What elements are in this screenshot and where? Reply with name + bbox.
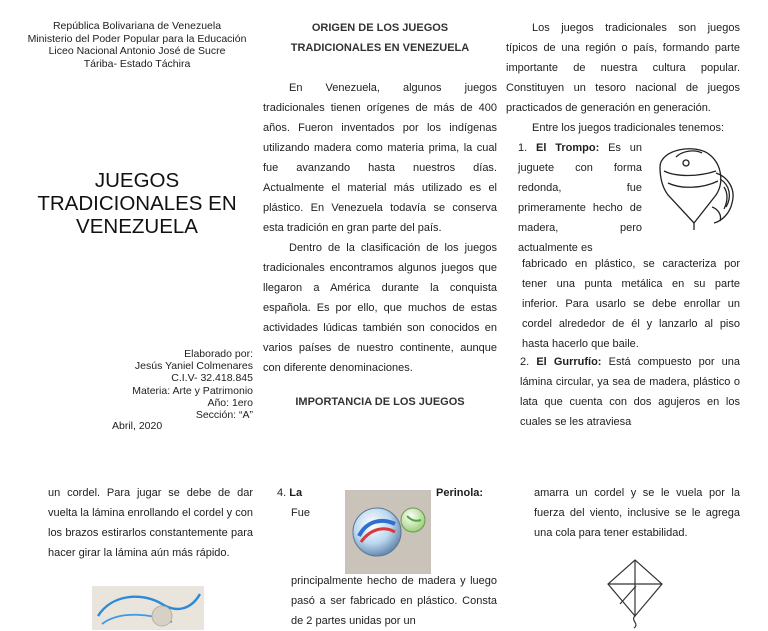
institution-line: República Bolivariana de Venezuela xyxy=(52,20,222,32)
institution-line: Ministerio del Poder Popular para la Educación xyxy=(27,32,247,45)
trompo-icon xyxy=(646,137,742,233)
list-item-trompo xyxy=(518,138,642,258)
papagayo-icon xyxy=(600,558,670,630)
gurrufio-photo xyxy=(92,586,204,630)
trompo-text-continued: fabricado en plástico, se caracteriza por tener una punta metálica en su parte inferior. Para usarlo se debe enrollar un cordel alrededor de él y lanzarlo al piso hasta hacerlo que baile. xyxy=(522,258,740,350)
perinola-fue: Fue xyxy=(291,507,310,519)
list-item-gurrufio xyxy=(520,352,740,432)
juegos-list-intro: Entre los juegos tradicionales tenemos: xyxy=(532,122,724,134)
papagayo-text: amarra un cordel y se le vuela por la fuerza del viento, inclusive se le agrega una cola para tener estabilidad. xyxy=(534,487,740,539)
title-line: VENEZUELA xyxy=(76,215,198,238)
origin-heading-line: ORIGEN DE LOS JUEGOS xyxy=(311,22,449,34)
title-line: JUEGOS xyxy=(94,169,180,192)
credit-line: Elaborado por: xyxy=(184,348,253,360)
perinola-text: principalmente hecho de madera y luego pasó a ser fabricado en plástico. Consta de 2 partes unidas por un xyxy=(291,575,497,627)
list-number: 2. xyxy=(520,356,530,368)
juegos-column xyxy=(506,18,740,138)
item-name: El Gurrufío: xyxy=(536,356,602,368)
origin-heading-line: TRADICIONALES EN VENEZUELA xyxy=(290,42,470,54)
perinola-label-a xyxy=(277,483,302,503)
institution-line: Liceo Nacional Antonio José de Sucre xyxy=(48,45,226,57)
institution-block xyxy=(18,20,256,70)
list-number: 4. xyxy=(277,487,287,499)
item-name: Perinola: xyxy=(436,487,484,499)
credit-line: Sección: “A” xyxy=(195,409,253,422)
item-text: Es un juguete con forma redonda, fue primeramente hecho de madera, pero actualmente es xyxy=(518,142,642,254)
item-name: El Trompo: xyxy=(536,142,600,154)
credit-line: Jesús Yaniel Colmenares xyxy=(134,360,253,373)
item-name: La xyxy=(289,487,303,499)
cover-title xyxy=(18,169,256,238)
title-line: TRADICIONALES EN xyxy=(37,192,237,215)
credit-line: Año: 1ero xyxy=(207,396,253,409)
credits-block xyxy=(100,348,253,421)
perinola-label-b xyxy=(436,483,483,503)
gurrufio-continuation: un cordel. Para jugar se debe de dar vuelta la lámina enrollando el cordel y con los brazos estirarlos constantemente para hacer girar la lámina aún más rápido. xyxy=(48,487,253,559)
origin-paragraph-2: Dentro de la clasificación de los juegos tradicionales encontramos algunos juegos que llegaron a América durante la conquista española. Es por ello, que muchos de estas actividades lúdicas también son conocidos en varios países de nuestro continente, aunque con diferente denominaciones. xyxy=(263,242,497,374)
institution-line: Táriba- Estado Táchira xyxy=(83,57,191,70)
juegos-intro: Los juegos tradicionales son juegos típicos de una región o país, formando parte importante de nuestra cultura popular. Constituyen un tesoro nacional de juegos practicados de generación en generación. xyxy=(506,22,740,114)
list-number: 1. xyxy=(518,142,528,154)
metras-photo xyxy=(345,490,431,574)
cover-column xyxy=(18,20,256,70)
cover-date: Abril, 2020 xyxy=(112,420,163,432)
origin-body xyxy=(263,78,497,378)
credit-line: C.I.V- 32.418.845 xyxy=(171,372,253,385)
credit-line: Materia: Arte y Patrimonio xyxy=(132,384,253,397)
item-text: Está compuesto por una lámina circular, ya sea de madera, plástico o lata que cuenta con dos agujeros en los cuales se les atraviesa xyxy=(520,356,741,428)
importance-heading: IMPORTANCIA DE LOS JUEGOS xyxy=(295,396,465,408)
origin-heading xyxy=(263,18,497,58)
origin-paragraph-1: En Venezuela, algunos juegos tradicionales tienen orígenes de más de 400 años. Fueron inventados por los indígenas utilizando madera como materia prima, la cual fue avanzando hasta nuestros días. Actualmente el material más utilizado es el plástico. En Venezuela todavía se conserva esta tradición en gran parte del país. xyxy=(263,82,497,234)
